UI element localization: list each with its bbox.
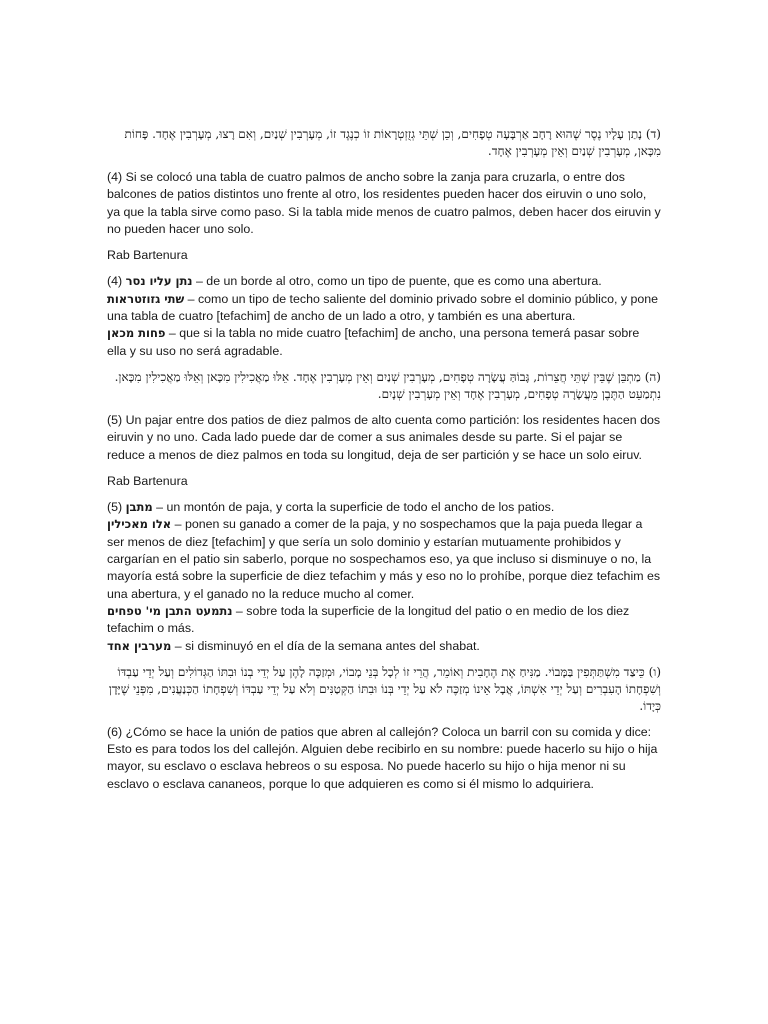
entry-text: – de un borde al otro, como un tipo de puente, que es como una abertura. xyxy=(192,274,602,289)
hebrew-mishnah-5: (ה) מַתְבֵּן שֶׁבֵּין שְׁתֵּי חֲצֵרוֹת, גָּבוֹהַּ עֲשָׂרָה טְפָחִים, מְעָרְבִין שְׁנַיִם וְאֵין מְעָרְבִין אֶחָד. אֵלּוּ מַאֲכִילִין מִכָּאן וְאֵלּוּ מַאֲכִילִין מִכָּאן. נִתְמַעֵט הַתֶּבֶן מֵעֲשָׂרָה טְפָחִים, מְעָרְבִין אֶחָד וְאֵין מְעָרְבִין שְׁנָיִם. xyxy=(114,369,661,401)
hebrew-term: נתמעט התבן מי' טפחים xyxy=(107,603,233,618)
entry-text: – si disminuyó en el día de la semana antes del shabat. xyxy=(171,638,480,653)
spanish-translation-6: (6) ¿Cómo se hace la unión de patios que abren al callejón? Coloca un barril con su comida y dice: Esto es para todos los del callejón. Alguien debe recibirlo en su nombre: puede hacerlo su hijo o hija mayor, su esclavo o esclava hebreos o su esposa. No puede hacerlo su hijo o hija menor ni su esclavo o esclava cananeos, porque lo que adquieren es como si él mismo lo adquiriera. xyxy=(107,724,658,791)
hebrew-term: נתן עליו נסר xyxy=(125,274,193,289)
entry-text: – ponen su ganado a comer de la paja, y no sospechamos que la paja pueda llegar a ser menos de diez [tefachim] y que sería un solo dominio y estarían mutuamente prohibidos y cargarían en el patio sin saberlo, porque no sospechamos eso, ya que incluso si disminuye o no, la mayoría está sobre la superficie de diez tefachim y más y eso no lo prohíbe, porque diez tefachim es una abertura, y el ganado no la reduce mucho al comer. xyxy=(107,517,661,601)
commentary-entry xyxy=(107,325,661,360)
entry-text: – un montón de paja, y corta la superficie de todo el ancho de los patios. xyxy=(152,500,555,515)
entry-prefix: (4) xyxy=(107,274,126,289)
entry-prefix: (5) xyxy=(107,500,126,515)
hebrew-term: מערבין אחד xyxy=(107,638,172,653)
document-page xyxy=(107,126,661,802)
spanish-translation-5: (5) Un pajar entre dos patios de diez palmos de alto cuenta como partición: los residentes hacen dos eiruvin y no uno. Cada lado puede dar de comer a sus animales desde su parte. Si el pajar se reduce a menos de diez palmos en toda su longitud, deja de ser partición y se hace un solo eiruv. xyxy=(107,412,661,462)
commentary-entry xyxy=(107,499,661,516)
entry-text: – como un tipo de techo saliente del dominio privado sobre el dominio público, y pone una tabla de cuatro [tefachim] de ancho de un lado a otro, y también es una abertura. xyxy=(107,291,659,324)
entry-text: – que si la tabla no mide cuatro [tefachim] de ancho, una persona temerá pasar sobre ella y su uso no será agradable. xyxy=(107,326,640,358)
commentary-entry xyxy=(107,516,661,602)
hebrew-term: שתי גזוזטראות xyxy=(107,291,185,306)
hebrew-mishnah-4: (ד) נָתַן עָלָיו נֶסֶר שֶׁהוּא רָחָב אַרְבָּעָה טְפָחִים, וְכֵן שְׁתֵּי גְזֻזְטְרָאוֹת זוֹ כְנֶגֶד זוֹ, מְעָרְבִין שְׁנַיִם, וְאִם רָצוּ, מְעָרְבִין אֶחָד. פָּחוֹת מִכָּאן, מְעָרְבִין שְׁנַיִם וְאֵין מְעָרְבִין אֶחָד. xyxy=(124,127,661,158)
commentary-label: Rab Bartenura xyxy=(107,473,188,488)
commentary-entry xyxy=(107,638,661,655)
commentary-label: Rab Bartenura xyxy=(107,248,188,263)
hebrew-term: פחות מכאן xyxy=(107,326,166,341)
hebrew-term: אלו מאכילין xyxy=(107,517,172,532)
commentary-entry xyxy=(107,603,661,638)
commentary-entry xyxy=(107,273,661,290)
entry-text: – sobre toda la superficie de la longitud del patio o en medio de los diez tefachim o más. xyxy=(107,603,630,636)
commentary-block-4 xyxy=(107,273,661,359)
hebrew-mishnah-6: (ו) כֵּיצַד מִשְׁתַּתְּפִין בַּמָּבוֹי. מַנִּיחַ אֶת הֶחָבִית וְאוֹמֵר, הֲרֵי זוֹ לְכָל בְּנֵי מָבוֹי, וּמְזַכֶּה לָהֶן עַל יְדֵי בְנוֹ וּבִתּוֹ הַגְּדוֹלִים וְעַל יְדֵי עַבְדּוֹ וְשִׁפְחָתוֹ הָעִבְרִים וְעַל יְדֵי אִשְׁתּוֹ, אֲבָל אֵינוֹ מְזַכֶּה לֹא עַל יְדֵי בְּנוֹ וּבִתּוֹ הַקְּטַנִּים וְלֹא עַל יְדֵי עַבְדּוֹ וְשִׁפְחָתוֹ הַכְּנַעֲנִים, מִפְּנֵי שֶׁיָּדָן כְּיָדוֹ. xyxy=(108,664,661,713)
spanish-translation-4: (4) Si se colocó una tabla de cuatro palmos de ancho sobre la zanja para cruzarla, o entre dos balcones de patios distintos uno frente al otro, los residentes pueden hacer dos eiruvin o uno solo, ya que la tabla sirve como paso. Si la tabla mide menos de cuatro palmos, deben hacer dos eiruvin y no pueden hacer uno solo. xyxy=(107,170,661,236)
hebrew-term: מתבן xyxy=(125,500,153,515)
commentary-block-5 xyxy=(107,499,661,655)
commentary-entry xyxy=(107,291,661,326)
